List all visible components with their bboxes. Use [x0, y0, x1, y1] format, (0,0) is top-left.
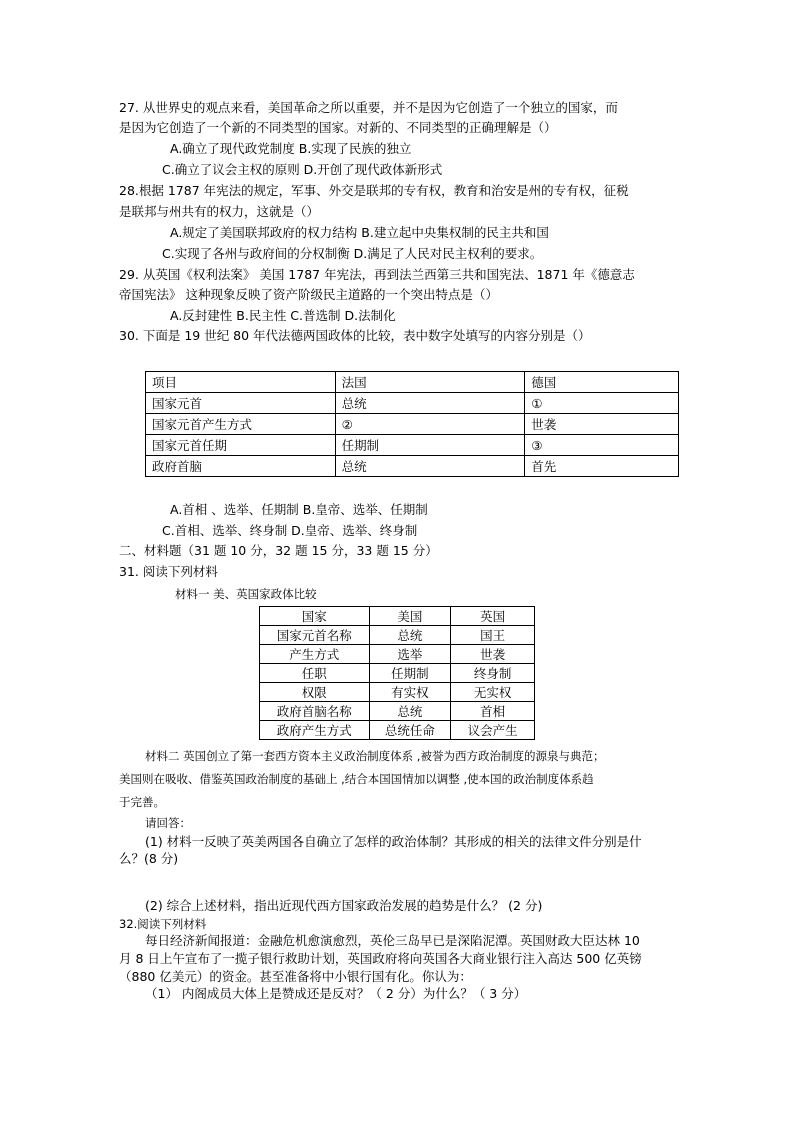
table-header-cell: 法国	[335, 372, 525, 393]
table-cell: 国王	[451, 626, 535, 645]
table-cell: ③	[525, 435, 679, 456]
table-cell: 任期制	[369, 664, 451, 683]
q32-title: 32.阅读下列材料	[119, 917, 207, 931]
table-cell: 有实权	[369, 683, 451, 702]
q29-line2: 帝国宪法》 这种现象反映了资产阶级民主道路的一个突出特点是（）	[119, 287, 498, 302]
table-cell: 总统	[369, 626, 451, 645]
table-cell: 国家元首任期	[146, 435, 336, 456]
table-header-row	[260, 607, 535, 626]
table-cell: 议会产生	[451, 721, 535, 740]
q31-table	[259, 606, 535, 740]
q28-line1: 28.根据 1787 年宪法的规定，军事、外交是联邦的专有权，教育和治安是州的专有权，征税	[119, 183, 629, 198]
table-cell: 总统	[335, 456, 525, 477]
table-cell: 总统	[335, 393, 525, 414]
table-header-cell: 国家	[260, 607, 370, 626]
q31-material1-title: 材料一 美、英国家政体比较	[175, 587, 317, 601]
table-cell: 首相	[451, 702, 535, 721]
table-cell: 国家元首	[146, 393, 336, 414]
table-cell: 首先	[525, 456, 679, 477]
q31-title: 31. 阅读下列材料	[119, 564, 218, 579]
section-heading: 二、材料题（31 题 10 分，32 题 15 分，33 题 15 分）	[119, 543, 438, 558]
table-cell: 政府首脑名称	[260, 702, 370, 721]
q27-line1: 27. 从世界史的观点来看，美国革命之所以重要，并不是因为它创造了一个独立的国家，而	[119, 100, 618, 115]
q27-options-cd: C.确立了议会主权的原则 D.开创了现代政体新形式	[162, 162, 443, 177]
q32-line3: （880 亿美元）的资金。甚至准备将中小银行国有化。你认为：	[119, 969, 472, 984]
q29-line1: 29. 从英国《权利法案》 美国 1787 年宪法，再到法兰西第三共和国宪法、1871 年《德意志	[119, 267, 635, 282]
q31-prompt: 请回答：	[145, 816, 191, 830]
table-header-cell: 美国	[369, 607, 451, 626]
q27-options-ab: A.确立了现代政党制度 B.实现了民族的独立	[170, 141, 412, 156]
table-header-cell: 项目	[146, 372, 336, 393]
q31-sub2: (2) 综合上述材料，指出近现代西方国家政治发展的趋势是什么？ (2 分)	[145, 898, 543, 913]
table-row	[146, 456, 679, 477]
table-cell: 总统	[369, 702, 451, 721]
table-row	[260, 626, 535, 645]
q30-table	[145, 371, 679, 477]
table-cell: 选举	[369, 645, 451, 664]
table-cell: 权限	[260, 683, 370, 702]
table-cell: 总统任命	[369, 721, 451, 740]
q31-material2-line3: 于完善。	[119, 795, 165, 809]
table-header-cell: 德国	[525, 372, 679, 393]
table-row	[146, 414, 679, 435]
table-cell: 终身制	[451, 664, 535, 683]
q30-options-ab: A.首相 、选举、任期制 B.皇帝、选举、任期制	[170, 502, 428, 517]
table-row	[260, 702, 535, 721]
q32-line2: 月 8 日上午宣布了一揽子银行救助计划，英国政府将向英国各大商业银行注入高达 500 亿英镑	[119, 951, 642, 966]
q31-sub1-line2: 么？(8 分)	[119, 851, 179, 866]
table-cell: 产生方式	[260, 645, 370, 664]
table-cell: 国家元首产生方式	[146, 414, 336, 435]
table-cell: 国家元首名称	[260, 626, 370, 645]
q28-line2: 是联邦与州共有的权力，这就是（）	[119, 204, 320, 219]
table-cell: ①	[525, 393, 679, 414]
table-row	[260, 683, 535, 702]
q32-sub1: （1） 内阁成员大体上是赞成还是反对？（ 2 分）为什么？（ 3 分）	[145, 986, 527, 1001]
table-cell: ②	[335, 414, 525, 435]
table-cell: 任职	[260, 664, 370, 683]
q27-line2: 是因为它创造了一个新的不同类型的国家。对新的、不同类型的正确理解是（）	[119, 120, 557, 135]
table-cell: 世袭	[525, 414, 679, 435]
table-row	[260, 645, 535, 664]
q32-line1: 每日经济新闻报道：金融危机愈演愈烈，英伦三岛早已是深陷泥潭。英国财政大臣达林 10	[145, 933, 640, 948]
q31-material2-line2: 美国则在吸收、借鉴英国政治制度的基础上 ,结合本国国情加以调整 ,使本国的政治制度体系趋	[119, 772, 594, 786]
q29-options: A.反封建性 B.民主性 C.普选制 D.法制化	[170, 308, 396, 323]
q31-sub1-line1: (1) 材料一反映了英美两国各自确立了怎样的政治体制？其形成的相关的法律文件分别是什	[145, 834, 642, 849]
table-cell: 世袭	[451, 645, 535, 664]
q28-options-ab: A.规定了美国联邦政府的权力结构 B.建立起中央集权制的民主共和国	[170, 225, 549, 240]
table-cell: 无实权	[451, 683, 535, 702]
q30-line1: 30. 下面是 19 世纪 80 年代法德两国政体的比较，表中数字处填写的内容分别是（）	[119, 328, 591, 343]
table-header-row	[146, 372, 679, 393]
q31-material2-line1: 材料二 英国创立了第一套西方资本主义政治制度体系 ,被誉为西方政治制度的源泉与典范；	[145, 749, 605, 763]
table-row	[260, 721, 535, 740]
q30-options-cd: C.首相、选举、终身制 D.皇帝、选举、终身制	[162, 523, 418, 538]
table-cell: 任期制	[335, 435, 525, 456]
table-header-cell: 英国	[451, 607, 535, 626]
q28-options-cd: C.实现了各州与政府间的分权制衡 D.满足了人民对民主权利的要求。	[162, 246, 543, 261]
table-cell: 政府首脑	[146, 456, 336, 477]
table-cell: 政府产生方式	[260, 721, 370, 740]
table-row	[260, 664, 535, 683]
table-row	[146, 393, 679, 414]
table-row	[146, 435, 679, 456]
